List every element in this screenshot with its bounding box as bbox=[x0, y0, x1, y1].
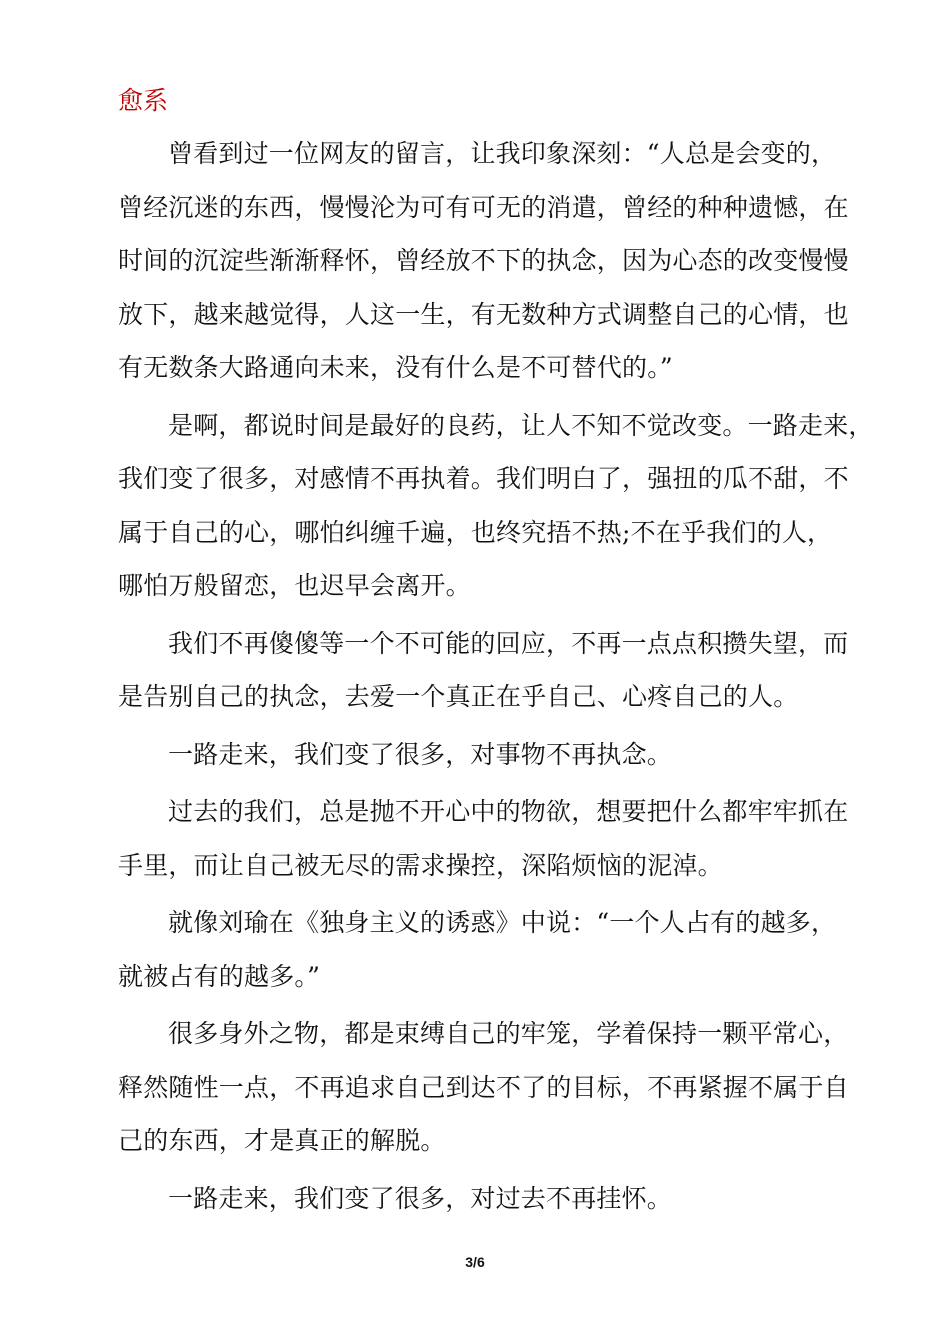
text-line: 就像刘瑜在《独身主义的诱惑》中说：“一个人占有的越多， bbox=[168, 908, 837, 937]
paragraph bbox=[118, 896, 838, 1003]
paragraph bbox=[118, 1172, 838, 1226]
text-line: 有无数条大路通向未来，没有什么是不可替代的。” bbox=[118, 353, 673, 382]
text-line: 过去的我们，总是抛不开心中的物欲，想要把什么都牢牢抓在 bbox=[168, 797, 849, 826]
text-line: 就被占有的越多。” bbox=[118, 961, 321, 991]
paragraph bbox=[118, 399, 874, 613]
text-line: 手里，而让自己被无尽的需求操控，深陷烦恼的泥淖。 bbox=[118, 850, 723, 880]
text-line: 曾看到过一位网友的留言，让我印象深刻：“人总是会变的， bbox=[168, 139, 837, 168]
text-line: 我们不再傻傻等一个不可能的回应，不再一点点积攒失望，而 bbox=[168, 628, 849, 658]
text-line: 己的东西，才是真正的解脱。 bbox=[118, 1126, 446, 1155]
paragraph bbox=[118, 785, 849, 892]
text-line: 一路走来，我们变了很多，对过去不再挂怀。 bbox=[168, 1183, 673, 1213]
text-line: 是啊，都说时间是最好的良药，让人不知不觉改变。一路走来， bbox=[168, 410, 874, 440]
text-line: 释然随性一点，不再追求自己到达不了的目标，不再紧握不属于自 bbox=[118, 1072, 849, 1102]
text-line: 哪怕万般留恋，也迟早会离开。 bbox=[118, 571, 471, 600]
text-line: 属于自己的心，哪怕纠缠千遍，也终究捂不热;不在乎我们的人， bbox=[118, 517, 833, 547]
paragraph-list bbox=[118, 127, 874, 1225]
paragraph bbox=[118, 1007, 849, 1168]
paragraph bbox=[118, 617, 849, 724]
text-line: 时间的沉淀些渐渐释怀，曾经放不下的执念，因为心态的改变慢慢 bbox=[118, 246, 849, 275]
text-line: 曾经沉迷的东西，慢慢沦为可有可无的消遣，曾经的种种遗憾，在 bbox=[118, 192, 849, 222]
text-line: 是告别自己的执念，去爱一个真正在乎自己、心疼自己的人。 bbox=[118, 682, 799, 711]
text-line: 我们变了很多，对感情不再执着。我们明白了，强扭的瓜不甜，不 bbox=[118, 464, 849, 493]
text-line: 一路走来，我们变了很多，对事物不再执念。 bbox=[168, 739, 673, 769]
text-line: 放下，越来越觉得，人这一生，有无数种方式调整自己的心情，也 bbox=[118, 299, 849, 329]
paragraph bbox=[118, 728, 838, 782]
text-line: 很多身外之物，都是束缚自己的牢笼，学着保持一颗平常心， bbox=[168, 1019, 849, 1048]
document-body bbox=[118, 82, 874, 1229]
section-heading: 愈系 bbox=[118, 86, 169, 115]
page-number: 3/6 bbox=[465, 1254, 485, 1270]
paragraph bbox=[118, 127, 849, 395]
